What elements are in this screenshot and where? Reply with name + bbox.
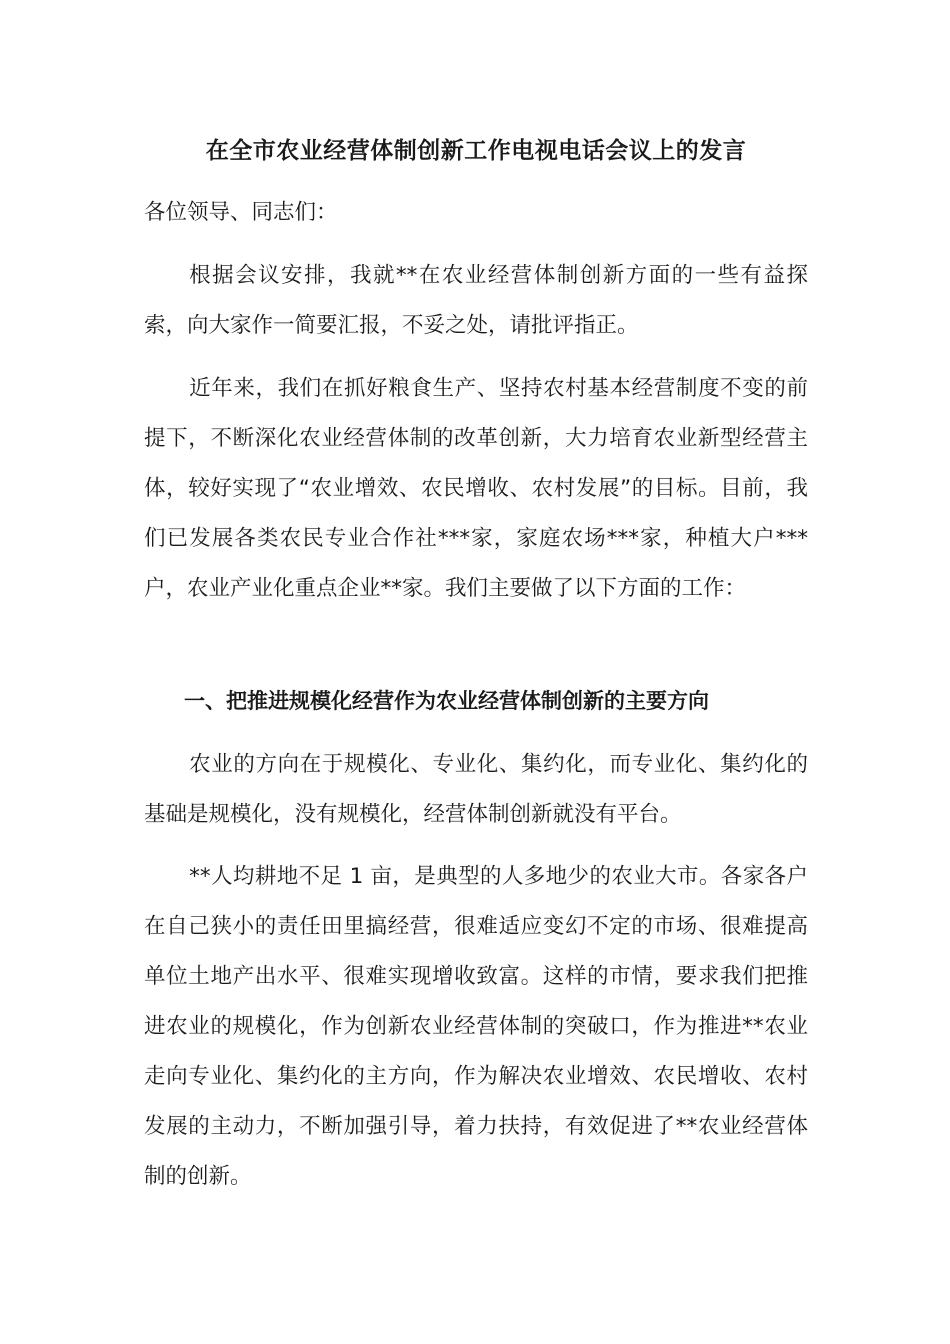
paragraph-local-situation: **人均耕地不足 1 亩，是典型的人多地少的农业大市。各家各户在自己狭小的责任田里搞经营，很难适应变幻不定的市场、很难提高单位土地产出水平、很难实现增收致富。这样的市情，要求我们把推进农业的规模化，作为创新农业经营体制的突破口，作为推进**农业走向专业化、集约化的主方向，作为解决农业增效、农民增收、农村发展的主动力，不断加强引导，着力扶持，有效促进了**农业经营体制的创新。	[144, 864, 808, 1189]
section-heading: 一、把推进规模化经营作为农业经营体制创新的主要方向	[184, 689, 709, 713]
document-page	[144, 0, 808, 1344]
paragraph-intro: 根据会议安排，我就**在农业经营体制创新方面的一些有益探索，向大家作一简要汇报，不妥之处，请批评指正。	[144, 263, 808, 338]
salutation: 各位领导、同志们：	[144, 200, 338, 225]
document-title: 在全市农业经营体制创新工作电视电话会议上的发言	[205, 138, 747, 164]
paragraph-achievements: 近年来，我们在抓好粮食生产、坚持农村基本经营制度不变的前提下，不断深化农业经营体制的改革创新，大力培育农业新型经营主体，较好实现了“农业增效、农民增收、农村发展”的目标。目前，我们已发展各类农民专业合作社***家，家庭农场***家，种植大户***户，农业产业化重点企业**家。我们主要做了以下方面的工作：	[144, 376, 808, 601]
paragraph-direction: 农业的方向在于规模化、专业化、集约化，而专业化、集约化的基础是规模化，没有规模化，经营体制创新就没有平台。	[144, 752, 808, 827]
